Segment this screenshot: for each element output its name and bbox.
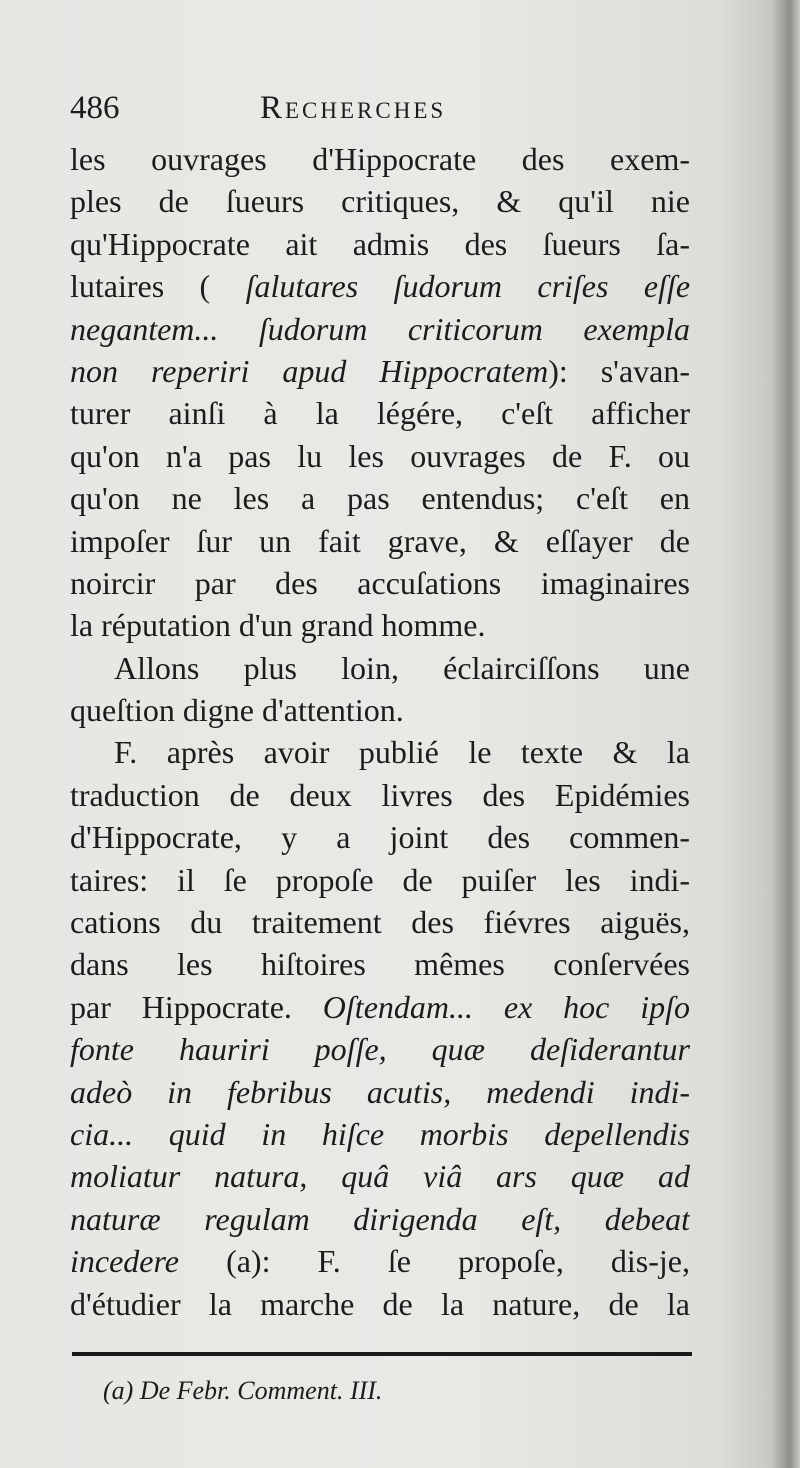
text-line: lutaires ( ſalutares ſudorum criſes eſſe [70, 268, 690, 305]
text-line: F. après avoir publié le texte & la [114, 734, 690, 771]
text-line [70, 1113, 690, 1155]
text-line: traduction de deux livres des Epidémies [70, 776, 690, 813]
latin-quote: naturæ regulam dirigenda eſt, debeat [70, 1200, 690, 1237]
footnote: (a) De Febr. Comment. III. [103, 1376, 383, 1405]
text-line: d'Hippocrate, y a joint des commen- [70, 819, 690, 856]
text-line: dans les hiſtoires mêmes conſervées [70, 946, 690, 983]
text-line: impoſer ſur un fait grave, & eſſayer de [70, 522, 690, 559]
running-title: Recherches [260, 90, 447, 126]
page-number: 486 [70, 90, 120, 126]
latin-quote: negantem... ſudorum criticorum exempla [70, 310, 690, 347]
page-edge-shadow [774, 0, 800, 1468]
text-line: d'étudier la marche de la nature, de la [70, 1285, 690, 1322]
latin-quote: cia... quid in hiſce morbis depellendis [70, 1115, 690, 1152]
text-line: la réputation d'un grand homme. [70, 607, 486, 644]
latin-quote: adeò in febribus acutis, medendi indi- [70, 1073, 690, 1110]
latin-quote: incedere [70, 1243, 179, 1280]
latin-quote: fonte hauriri poſſe, quæ deſiderantur [70, 1031, 690, 1068]
text-line [70, 1155, 690, 1197]
latin-quote: Oſtendam... ex hoc ipſo [322, 988, 690, 1025]
text-line: qu'on ne les a pas entendus; c'eſt en [70, 480, 690, 517]
text-line: taires: il ſe propoſe de puiſer les indi- [70, 861, 690, 898]
text-line [70, 1198, 690, 1240]
text-line [70, 1028, 690, 1070]
text-line: par Hippocrate. Oſtendam... ex hoc ipſo [70, 988, 690, 1025]
latin-quote: ſalutares ſudorum criſes eſſe [245, 268, 690, 305]
text-line: qu'Hippocrate ait admis des ſueurs ſa- [70, 225, 690, 262]
latin-quote: non reperiri apud Hippocratem [70, 352, 549, 389]
text-line: les ouvrages d'Hippocrate des exem- [70, 141, 690, 177]
latin-quote: moliatur natura, quâ viâ ars quæ ad [70, 1158, 690, 1195]
text-line: cations du traitement des fiévres aiguës, [70, 904, 690, 941]
text-line: Allons plus loin, éclairciſſons une [114, 649, 690, 686]
text-line [70, 1071, 690, 1113]
text-line: queſtion digne d'attention. [70, 692, 404, 729]
body-text [70, 138, 690, 1325]
footnote-rule [72, 1352, 692, 1356]
text-line: non reperiri apud Hippocratem): s'avan- [70, 352, 690, 389]
text-line [70, 308, 690, 350]
text-line: noircir par des accuſations imaginaires [70, 564, 690, 601]
text-line: incedere (a): F. ſe propoſe, dis-je, [70, 1243, 690, 1280]
text-line: turer ainſi à la légére, c'eſt afficher [70, 395, 690, 432]
page-header [70, 90, 710, 134]
text-line: ples de ſueurs critiques, & qu'il nie [70, 183, 690, 220]
text-line: qu'on n'a pas lu les ouvrages de F. ou [70, 437, 690, 474]
